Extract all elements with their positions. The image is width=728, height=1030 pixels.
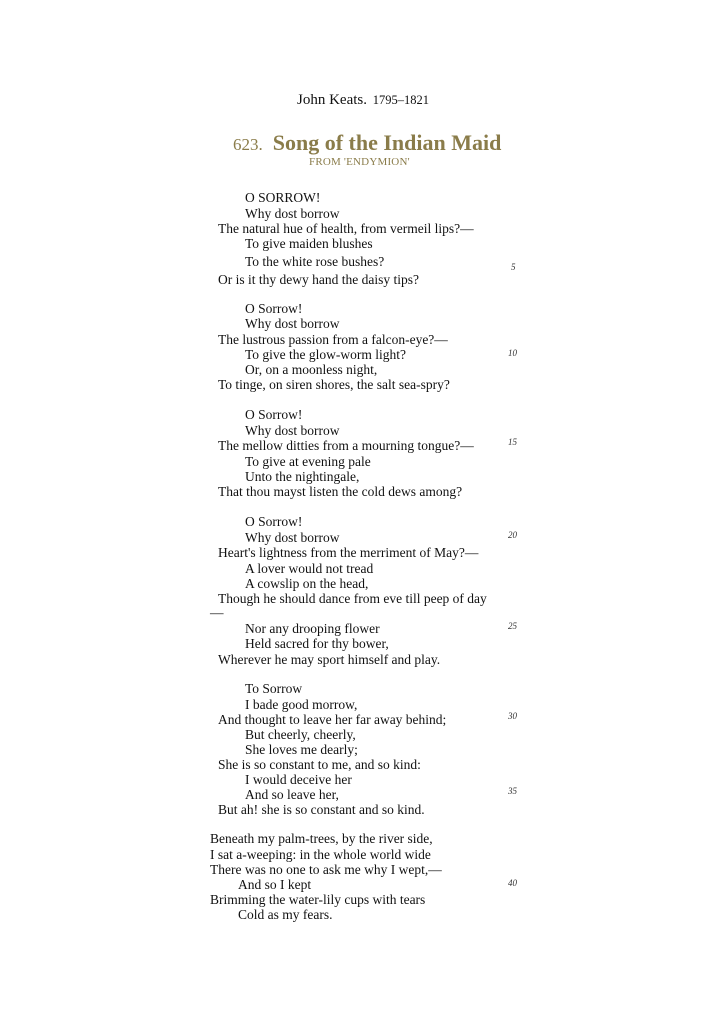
poem-line: To Sorrow	[245, 681, 303, 696]
poem-line: Or is it thy dewy hand the daisy tips?	[218, 272, 419, 287]
poem-line: Wherever he may sport himself and play.	[218, 652, 441, 667]
poem-line: Heart's lightness from the merriment of May?—	[218, 545, 479, 560]
line-number: 15	[508, 437, 517, 447]
poem-subtitle: FROM 'ENDYMION'	[309, 156, 410, 168]
poem-title: Song of the Indian Maid	[272, 130, 502, 155]
poem-line: I bade good morrow,	[245, 697, 358, 712]
poem-line: She is so constant to me, and so kind:	[218, 757, 421, 772]
poem-line: She loves me dearly;	[245, 742, 358, 757]
poem-number: 623.	[233, 135, 263, 154]
poem-line: To the white rose bushes?	[245, 254, 385, 269]
poem-line: Held sacred for thy bower,	[245, 636, 389, 651]
poem-line: To tinge, on siren shores, the salt sea-spry?	[218, 377, 450, 392]
poem-line: The mellow ditties from a mourning tongue?—	[218, 438, 474, 453]
poem-line: The natural hue of health, from vermeil lips?—	[218, 221, 474, 236]
poem-title-heading	[233, 130, 501, 156]
line-number: 5	[511, 262, 516, 272]
poem-line: Why dost borrow	[245, 316, 340, 331]
poem-line: O SORROW!	[245, 190, 321, 205]
line-number: 20	[508, 530, 517, 540]
poem-line: Or, on a moonless night,	[245, 362, 378, 377]
poem-line: To give at evening pale	[245, 454, 371, 469]
author-heading	[297, 92, 429, 109]
poem-line: Why dost borrow	[245, 423, 340, 438]
poem-line: A cowslip on the head,	[245, 576, 369, 591]
poem-line: Beneath my palm-trees, by the river side,	[210, 831, 433, 846]
poem-line: Unto the nightingale,	[245, 469, 360, 484]
poem-line: Why dost borrow	[245, 530, 340, 545]
line-number: 40	[508, 878, 517, 888]
author-name: John Keats.	[297, 92, 367, 108]
poem-line: I would deceive her	[245, 772, 352, 787]
poem-line: O Sorrow!	[245, 407, 303, 422]
author-dates: 1795–1821	[372, 93, 429, 107]
poem-line: The lustrous passion from a falcon-eye?—	[218, 332, 448, 347]
line-number: 10	[508, 348, 517, 358]
line-number: 30	[508, 711, 517, 721]
poem-line: Though he should dance from eve till peep of day	[218, 591, 487, 606]
poem-line: O Sorrow!	[245, 514, 303, 529]
poem-line: O Sorrow!	[245, 301, 303, 316]
poem-line: A lover would not tread	[245, 561, 374, 576]
line-number: 35	[508, 786, 517, 796]
poem-line: Nor any drooping flower	[245, 621, 380, 636]
poem-line: Cold as my fears.	[238, 907, 333, 922]
poem-line: But ah! she is so constant and so kind.	[218, 802, 425, 817]
poem-line: Brimming the water-lily cups with tears	[210, 892, 426, 907]
poem-line: To give maiden blushes	[245, 236, 373, 251]
poem-line: And thought to leave her far away behind;	[218, 712, 447, 727]
poem-line: And so leave her,	[245, 787, 339, 802]
poem-line: And so I kept	[238, 877, 312, 892]
poem-line: I sat a-weeping: in the whole world wide	[210, 847, 431, 862]
poem-line: But cheerly, cheerly,	[245, 727, 356, 742]
line-number: 25	[508, 621, 517, 631]
poem-line: —	[210, 605, 224, 620]
poem-line: There was no one to ask me why I wept,—	[210, 862, 442, 877]
poem-line: To give the glow-worm light?	[245, 347, 407, 362]
poem-line: Why dost borrow	[245, 206, 340, 221]
poem-line: That thou mayst listen the cold dews among?	[218, 484, 463, 499]
